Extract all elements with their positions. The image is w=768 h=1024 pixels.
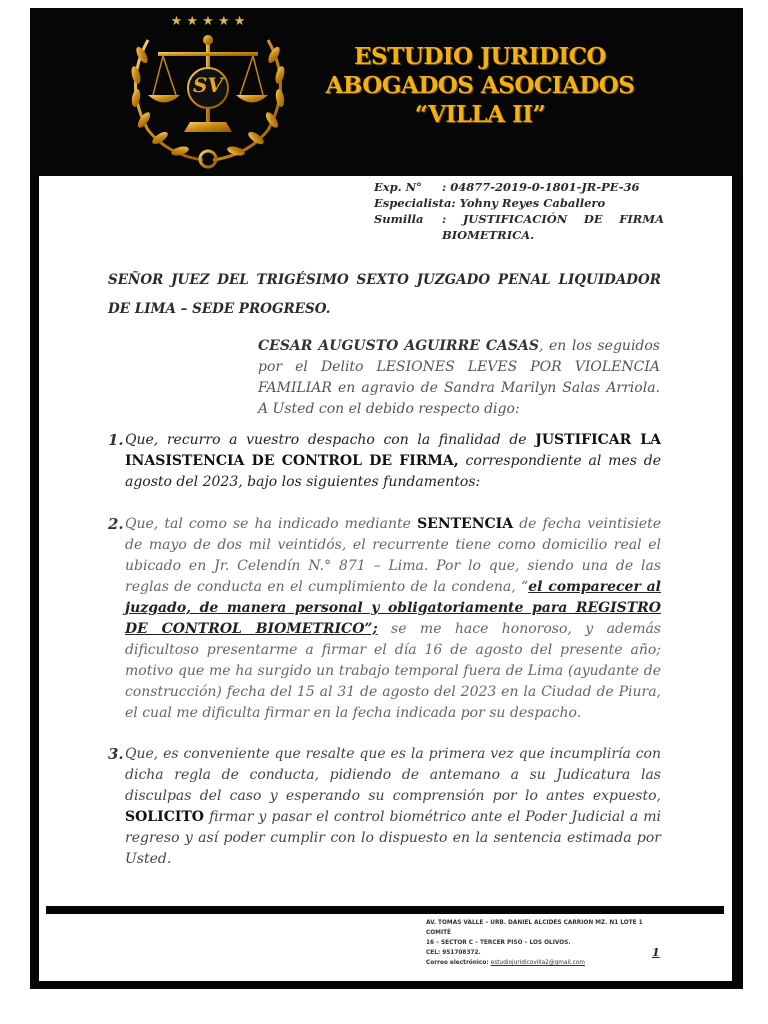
paragraph-2 bbox=[108, 514, 661, 724]
paragraph-number: 3. bbox=[108, 745, 124, 763]
paragraph-text: firmar y pasar el control biométrico ante el Poder Judicial a mi regreso y así poder cumplir con lo dispuesto en la sentencia estimada por Usted. bbox=[125, 809, 661, 867]
firm-name bbox=[300, 42, 660, 129]
exp-label: Exp. N° bbox=[374, 180, 422, 194]
paragraph-text: correspondiente al mes de agosto del 2023, bajo los siguientes fundamentos: bbox=[125, 453, 661, 490]
footer-email-link[interactable]: estudiojuridicovilla2@gmail.com bbox=[490, 960, 585, 966]
paragraph-number: 2. bbox=[108, 515, 124, 533]
footer-address bbox=[426, 918, 666, 968]
case-metadata bbox=[374, 179, 664, 243]
addressee: SEÑOR JUEZ DEL TRIGÉSIMO SEXTO JUZGADO PENAL LIQUIDADOR DE LIMA – SEDE PROGRESO. bbox=[108, 272, 661, 317]
page-number: 1 bbox=[652, 946, 660, 959]
sumilla-value: : JUSTIFICACIÓN DE FIRMA BIOMETRICA. bbox=[442, 212, 664, 242]
intro-text: , en los seguidos por el Delito LESIONES LEVES POR VIOLENCIA FAMILIAR en agravio de Sandra Marilyn Salas Arriola. A Usted con el debido respecto digo: bbox=[258, 338, 660, 417]
paragraph-1 bbox=[108, 430, 661, 493]
paragraph-emphasis: SOLICITO bbox=[125, 809, 205, 825]
footer-rule bbox=[46, 906, 724, 914]
paragraph-emphasis: JUSTIFICAR LA INASISTENCIA DE CONTROL DE FIRMA, bbox=[125, 432, 662, 469]
paragraph-3 bbox=[108, 744, 661, 870]
firm-name-line1: ESTUDIO JURIDICO bbox=[354, 43, 606, 70]
especialista: Especialista: Yohny Reyes Caballero bbox=[374, 196, 606, 210]
footer-email-label: Correo electrónico: bbox=[426, 960, 491, 966]
paragraph-text: Que, es conveniente que resalte que es la primera vez que incumpliría con dicha regla de conducta, pidiendo de antemano a su Judicatura las disculpas del caso y esperando su comprensión por lo antes expuesto, bbox=[125, 746, 661, 804]
emblem-initials: SV bbox=[193, 73, 223, 97]
paragraph-text: de fecha veintisiete de mayo de dos mil veintidós, el recurrente tiene como domicilio real el ubicado en Jr. Celendín N.° 871 – Lima. Por lo que, siendo una de las reglas de conducta en el cumplimiento de la condena, “ bbox=[125, 516, 661, 595]
sumilla-label: Sumilla bbox=[374, 212, 424, 226]
paragraph-text: Que, tal como se ha indicado mediante bbox=[125, 516, 418, 532]
paragraph-number: 1. bbox=[108, 431, 124, 449]
petitioner-name: CESAR AUGUSTO AGUIRRE CASAS bbox=[258, 338, 539, 354]
paragraph-text: se me hace honoroso, y además dificultoso presentarme a firmar el día 16 de agosto del presente año; motivo que me ha surgido un trabajo temporal fuera de Lima (ayudante de construcción) fecha del 15 al 31 de agosto del 2023 en la Ciudad de Piura, el cual me dificulta firmar en la fecha indicada por su despacho. bbox=[125, 621, 661, 721]
svg-text:★ ★ ★ ★ ★: ★ ★ ★ ★ ★ bbox=[170, 14, 246, 29]
paragraph-emphasis: SENTENCIA bbox=[417, 516, 514, 532]
firm-name-line3: “VILLA II” bbox=[414, 101, 546, 128]
firm-name-line2: ABOGADOS ASOCIADOS bbox=[325, 72, 635, 99]
footer-line2: 16 – SECTOR C – TERCER PISO – LOS OLIVOS. bbox=[426, 940, 571, 946]
footer-phone: CEL: 951708372. bbox=[426, 950, 481, 956]
paragraph-text: Que, recurro a vuestro despacho con la finalidad de bbox=[125, 432, 536, 448]
footer-line1: AV. TOMAS VALLE – URB. DANIEL ALCIDES CARRION MZ. N1 LOTE 1 COMITÉ bbox=[426, 920, 643, 936]
intro-paragraph bbox=[258, 336, 660, 420]
exp-value: : 04877-2019-0-1801-JR-PE-36 bbox=[442, 180, 640, 194]
paragraph-underlined-quote: el comparecer al juzgado, de manera personal y obligatoriamente para REGISTRO DE CONTROL BIOMETRICO”; bbox=[125, 579, 662, 637]
